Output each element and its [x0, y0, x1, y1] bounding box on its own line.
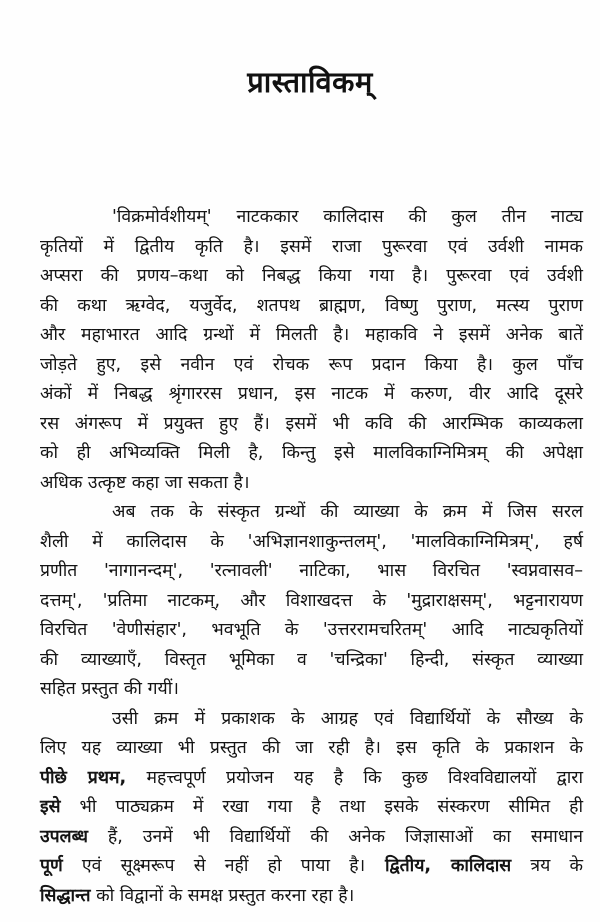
paragraph-2-line-3: प्रणीत 'नागानन्दम्', 'रत्नावली' नाटिका, भास विरचित 'स्वप्नवासव–: [40, 561, 583, 581]
text-run: महत्त्वपूर्ण प्रयोजन यह है कि कुछ विश्वविद्यालयों द्वारा: [126, 767, 584, 788]
bold-phrase: इसे: [40, 797, 61, 817]
paragraph-1-line-10: अधिक उत्कृष्ट कहा जा सकता है।: [40, 472, 250, 493]
paragraph-3-line-5: [40, 823, 583, 853]
bold-phrase: उपलब्ध: [40, 826, 88, 847]
bold-phrase: पूर्ण: [40, 856, 63, 876]
paragraph-1-line-5: और महाभारत आदि ग्रन्थों में मिलती है। महाकवि ने इसमें अनेक बातें: [40, 325, 583, 345]
text-run: एवं सूक्ष्मरूप से नहीं हो पाया है।: [62, 856, 366, 876]
paragraph-1-line-1: 'विक्रमोर्वशीयम्' नाटककार कालिदास की कुल तीन नाट्य: [112, 207, 583, 227]
paragraph-1-line-3: अप्सरा की प्रणय–कथा को निबद्ध किया गया है। पुरूरवा एवं उर्वशी: [40, 266, 583, 286]
page-title: प्रास्ताविकम्: [247, 65, 373, 99]
text-run: को विद्वानों के समक्ष प्रस्तुत करना रहा है।: [90, 885, 355, 906]
paragraph-1-line-4: की कथा ऋग्वेद, यजुर्वेद, शतपथ ब्राह्मण, विष्णु पुराण, मत्स्य पुराण: [40, 295, 583, 316]
paragraph-2-line-1: अब तक के संस्कृत ग्रन्थों की व्याख्या के क्रम में जिस सरल: [112, 502, 583, 522]
paragraph-2-line-6: की व्याख्याएँ, विस्तृत भूमिका व 'चन्द्रिका' हिन्दी, संस्कृत व्याख्या: [40, 649, 583, 670]
paragraph-1-line-8: रस अंगरूप में प्रयुक्त हुए हैं। इसमें भी कवि की आरम्भिक काव्यकला: [40, 413, 583, 434]
bold-phrase: सिद्धान्त: [40, 885, 91, 906]
paragraph-2-line-5: विरचित 'वेणीसंहार', भवभूति के 'उत्तररामचरितम्' आदि नाट्यकृतियों: [40, 620, 583, 640]
paragraph-1-line-9: को ही अभिव्यक्ति मिली है, किन्तु इसे मालविकाग्निमित्रम् की अपेक्षा: [40, 443, 583, 463]
paragraph-3-line-2: लिए यह व्याख्या भी प्रस्तुत की जा रही है। इस कृति के प्रकाशन के: [40, 738, 583, 758]
paragraph-2-line-7: सहित प्रस्तुत की गयीं।: [40, 679, 179, 699]
paragraph-1-line-2: कृतियों में द्वितीय कृति है। इसमें राजा पुरूरवा एवं उर्वशी नामक: [40, 236, 583, 257]
paragraph-1-line-7: अंकों में निबद्ध श्रृंगाररस प्रधान, इस नाटक में करुण, वीर आदि दूसरे: [40, 384, 583, 404]
paragraph-3-line-3: [40, 764, 583, 794]
bold-phrase: पीछे प्रथम,: [40, 767, 127, 788]
paragraph-2-line-2: शैली में कालिदास के 'अभिज्ञानशाकुन्तलम्', 'मालविकाग्निमित्रम्', हर्ष: [40, 531, 583, 552]
text-run: हैं, उनमें भी विद्यार्थियों की अनेक जिज्ञासाओं का समाधान: [87, 826, 583, 847]
body-text: [40, 203, 583, 911]
paragraph-3-line-4: [40, 793, 583, 823]
paragraph-2-line-4: दत्तम्', 'प्रतिमा नाटकम्, और विशाखदत्त के 'मुद्राराक्षसम्', भट्टनारायण: [40, 590, 583, 611]
text-run: भी पाठ्यक्रम में रखा गया है तथा इसके संस्करण सीमित ही: [60, 797, 583, 817]
paragraph-3-line-1: उसी क्रम में प्रकाशक के आग्रह एवं विद्यार्थियों के सौख्य के: [112, 708, 583, 729]
paragraph-3-line-6: [40, 852, 583, 882]
paragraph-3-line-7: [40, 882, 583, 912]
text-run: त्रय के: [511, 856, 583, 876]
bold-phrase: द्वितीय, कालिदास: [365, 856, 512, 876]
paragraph-1-line-6: जोड़ते हुए, इसे नवीन एवं रोचक रूप प्रदान किया है। कुल पाँच: [40, 354, 583, 375]
